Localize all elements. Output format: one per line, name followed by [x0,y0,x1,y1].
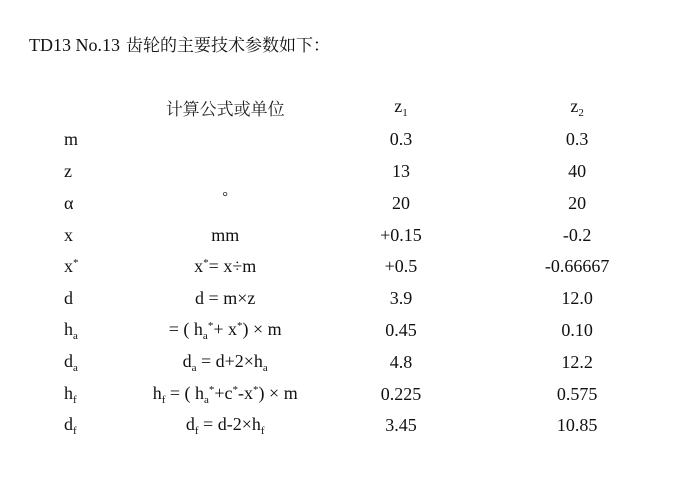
title-text: 齿轮的主要技术参数如下： [126,36,330,56]
row-z2-value: 40 [568,160,587,181]
row-z2-value: 10.85 [556,415,598,436]
row-z2-value: -0.2 [562,224,592,245]
row-formula [122,124,329,156]
table-row [40,410,681,442]
table-row [40,156,681,188]
row-z2-value: 12.2 [561,351,593,372]
row-z2-value: 0.575 [556,383,598,404]
degree-unit: ° [222,189,228,205]
table-row [40,378,681,410]
row-symbol: x [64,224,73,245]
row-z2-value: 0.10 [561,319,593,340]
row-formula: x*= x÷m [194,256,257,277]
row-z1-value: +0.5 [384,256,418,277]
row-z1-value: 0.45 [385,319,417,340]
row-z1-value: 0.225 [380,383,422,404]
row-formula: $h_f$ = ( $h_a^*+c^*-x^*) \times m$ [152,382,298,406]
header-symbol-cell [40,92,122,124]
gear-parameter-table [40,92,681,442]
row-symbol: d [64,288,73,309]
row-formula [122,156,329,188]
table-row [40,283,681,315]
table-header-row [40,92,681,124]
header-z2: $z_2$ [570,96,584,120]
table-row [40,346,681,378]
row-symbol: $d_f$ [64,414,77,438]
row-symbol: $d_a$ [64,350,78,374]
row-symbol: α [64,192,74,213]
row-symbol: m [64,129,79,150]
row-z1-value: 20 [391,192,410,213]
document-title [29,33,330,58]
title-code: TD13 No.13 [29,35,120,55]
row-z2-value: 20 [568,192,587,213]
row-z1-value: +0.15 [380,224,422,245]
header-z1: $z_1$ [394,96,408,120]
row-symbol: x* [64,256,79,277]
table-row [40,219,681,251]
table-row [40,251,681,283]
row-formula: d = m×z [195,288,256,309]
row-symbol: $h_a$ [64,318,78,342]
table-row [40,124,681,156]
row-z1-value: 0.3 [389,129,413,150]
row-formula: $d_a = d+2\times h_a$ [182,350,268,374]
row-z1-value: 3.45 [385,415,417,436]
row-z1-value: 3.9 [389,288,413,309]
row-z2-value: 12.0 [561,288,593,309]
row-z1-value: 4.8 [389,351,413,372]
row-z2-value: 0.3 [565,129,589,150]
row-z1-value: 13 [391,160,410,181]
row-formula: = ( $h_a^*+ x^*) \times m$ [168,318,282,342]
row-z2-value: -0.66667 [544,256,610,277]
row-symbol: z [64,160,72,181]
table-row [40,187,681,219]
row-symbol: $h_f$ [64,382,77,406]
header-formula: 计算公式或单位 [165,100,285,121]
row-formula [122,187,329,219]
row-formula: $d_f = d-2\times h_f$ [185,414,265,438]
table-row [40,315,681,347]
row-formula: mm [211,224,240,245]
